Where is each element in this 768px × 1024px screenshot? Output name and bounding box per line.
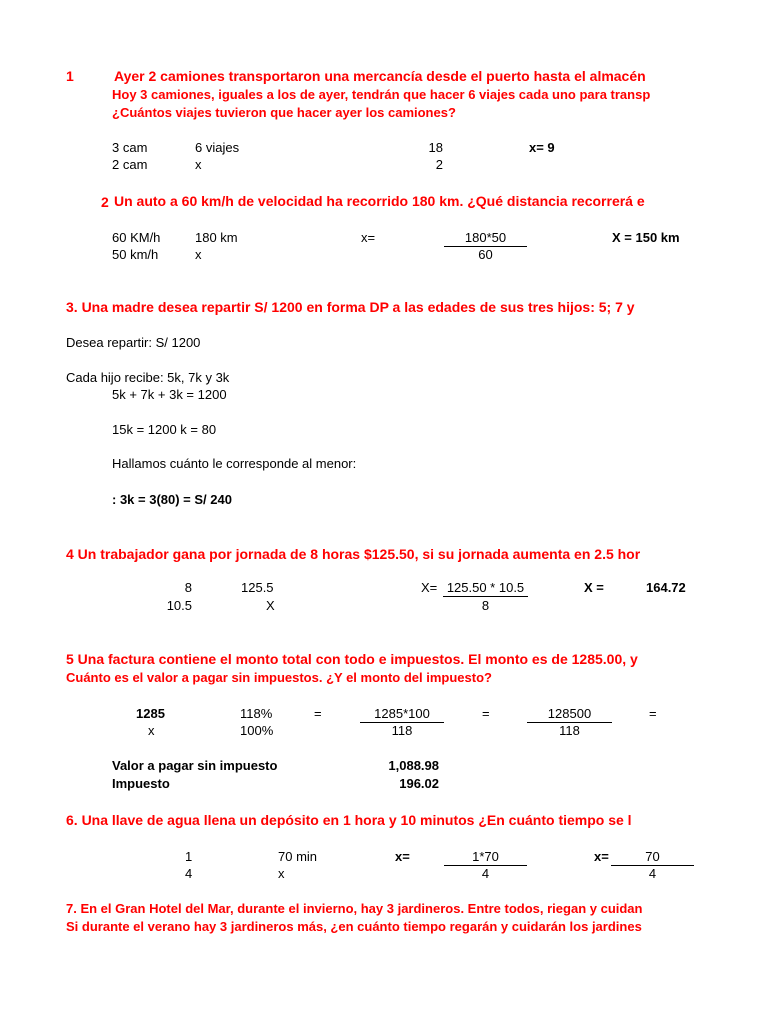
problem-3-title: 3. Una madre desea repartir S/ 1200 en forma DP a las edades de sus tres hijos: 5; 7 y (66, 299, 635, 315)
p5-cell: = (482, 706, 490, 721)
p5-numerator-1: 1285*100 (360, 706, 444, 723)
problem-7-line1: 7. En el Gran Hotel del Mar, durante el invierno, hay 3 jardineros. Entre todos, riegan y cuidan (66, 901, 643, 916)
p5-label: Valor a pagar sin impuesto (112, 758, 278, 773)
p6-cell: 1 (185, 849, 193, 864)
problem-1-title: Ayer 2 camiones transportaron una mercancía desde el puerto hasta el almacén (114, 68, 646, 84)
problem-6-title: 6. Una llave de agua llena un depósito en 1 hora y 10 minutos ¿En cuánto tiempo se l (66, 812, 632, 828)
problem-1-line2: Hoy 3 camiones, iguales a los de ayer, tendrán que hacer 6 viajes cada uno para transp (112, 87, 651, 102)
p4-cell: X= (421, 580, 438, 595)
p3-line: Hallamos cuánto le corresponde al menor: (112, 456, 357, 471)
p2-cell: 60 KM/h (112, 230, 161, 245)
p2-cell: x (195, 247, 202, 262)
p1-cell: 2 (435, 157, 443, 172)
problem-2-answer: X = 150 km (612, 230, 680, 245)
problem-2-title: Un auto a 60 km/h de velocidad ha recorrido 180 km. ¿Qué distancia recorrerá e (114, 193, 645, 209)
problem-1-number: 1 (66, 68, 74, 84)
p5-cell: = (314, 706, 322, 721)
p6-denominator-2: 4 (648, 866, 657, 881)
p5-cell: x (148, 723, 155, 738)
p2-cell: 180 km (195, 230, 238, 245)
p6-denominator-1: 4 (481, 866, 490, 881)
problem-3-answer: : 3k = 3(80) = S/ 240 (112, 492, 232, 507)
p4-denominator: 8 (481, 598, 490, 613)
p6-cell: x= (395, 849, 410, 864)
p1-cell: 2 cam (112, 157, 148, 172)
problem-5-line2: Cuánto es el valor a pagar sin impuestos. ¿Y el monto del impuesto? (66, 670, 492, 685)
p2-cell: 50 km/h (112, 247, 159, 262)
problem-7-line2: Si durante el verano hay 3 jardineros más, ¿en cuánto tiempo regarán y cuidarán los jardines (66, 919, 642, 934)
p4-numerator: 125.50 * 10.5 (443, 580, 528, 597)
p4-cell: 8 (184, 580, 192, 595)
p3-line: 5k + 7k + 3k = 1200 (112, 387, 227, 402)
problem-1-line3: ¿Cuántos viajes tuvieron que hacer ayer los camiones? (112, 105, 456, 120)
problem-4-title: 4 Un trabajador gana por jornada de 8 horas $125.50, si su jornada aumenta en 2.5 hor (66, 546, 641, 562)
p4-cell: X (266, 598, 275, 613)
p3-line: 15k = 1200 k = 80 (112, 422, 217, 437)
p6-numerator-1: 1*70 (444, 849, 527, 866)
p5-numerator-2: 128500 (527, 706, 612, 723)
p6-cell: x (278, 866, 285, 881)
p1-cell: 6 viajes (195, 140, 240, 155)
p6-cell: 70 min (278, 849, 318, 864)
problem-1-answer: x= 9 (529, 140, 555, 155)
p2-cell: x= (361, 230, 376, 245)
p5-cell: 100% (240, 723, 274, 738)
problem-4-answer: 164.72 (646, 580, 686, 595)
p5-cell: = (649, 706, 657, 721)
p3-line: Desea repartir: S/ 1200 (66, 335, 201, 350)
p4-cell: 125.5 (241, 580, 274, 595)
p4-cell: 10.5 (166, 598, 192, 613)
p1-cell: x (195, 157, 202, 172)
p5-value: 1,088.98 (388, 758, 439, 773)
p5-value: 196.02 (399, 776, 439, 791)
p1-cell: 18 (428, 140, 443, 155)
p4-x-label: X = (584, 580, 604, 595)
p5-denominator-2: 118 (559, 723, 580, 738)
p2-denominator: 60 (478, 247, 493, 262)
p2-numerator: 180*50 (444, 230, 527, 247)
problem-5-title: 5 Una factura contiene el monto total con todo e impuestos. El monto es de 1285.00, y (66, 651, 638, 667)
p6-numerator-2: 70 (611, 849, 694, 866)
p6-cell: x= (594, 849, 609, 864)
problem-2-number: 2 (101, 194, 109, 210)
p3-line: Cada hijo recibe: 5k, 7k y 3k (66, 370, 230, 385)
p5-denominator-1: 118 (391, 723, 413, 738)
p6-cell: 4 (185, 866, 193, 881)
p1-cell: 3 cam (112, 140, 148, 155)
p5-label: Impuesto (112, 776, 170, 791)
p5-cell: 1285 (136, 706, 165, 721)
p5-cell: 118% (240, 706, 273, 721)
